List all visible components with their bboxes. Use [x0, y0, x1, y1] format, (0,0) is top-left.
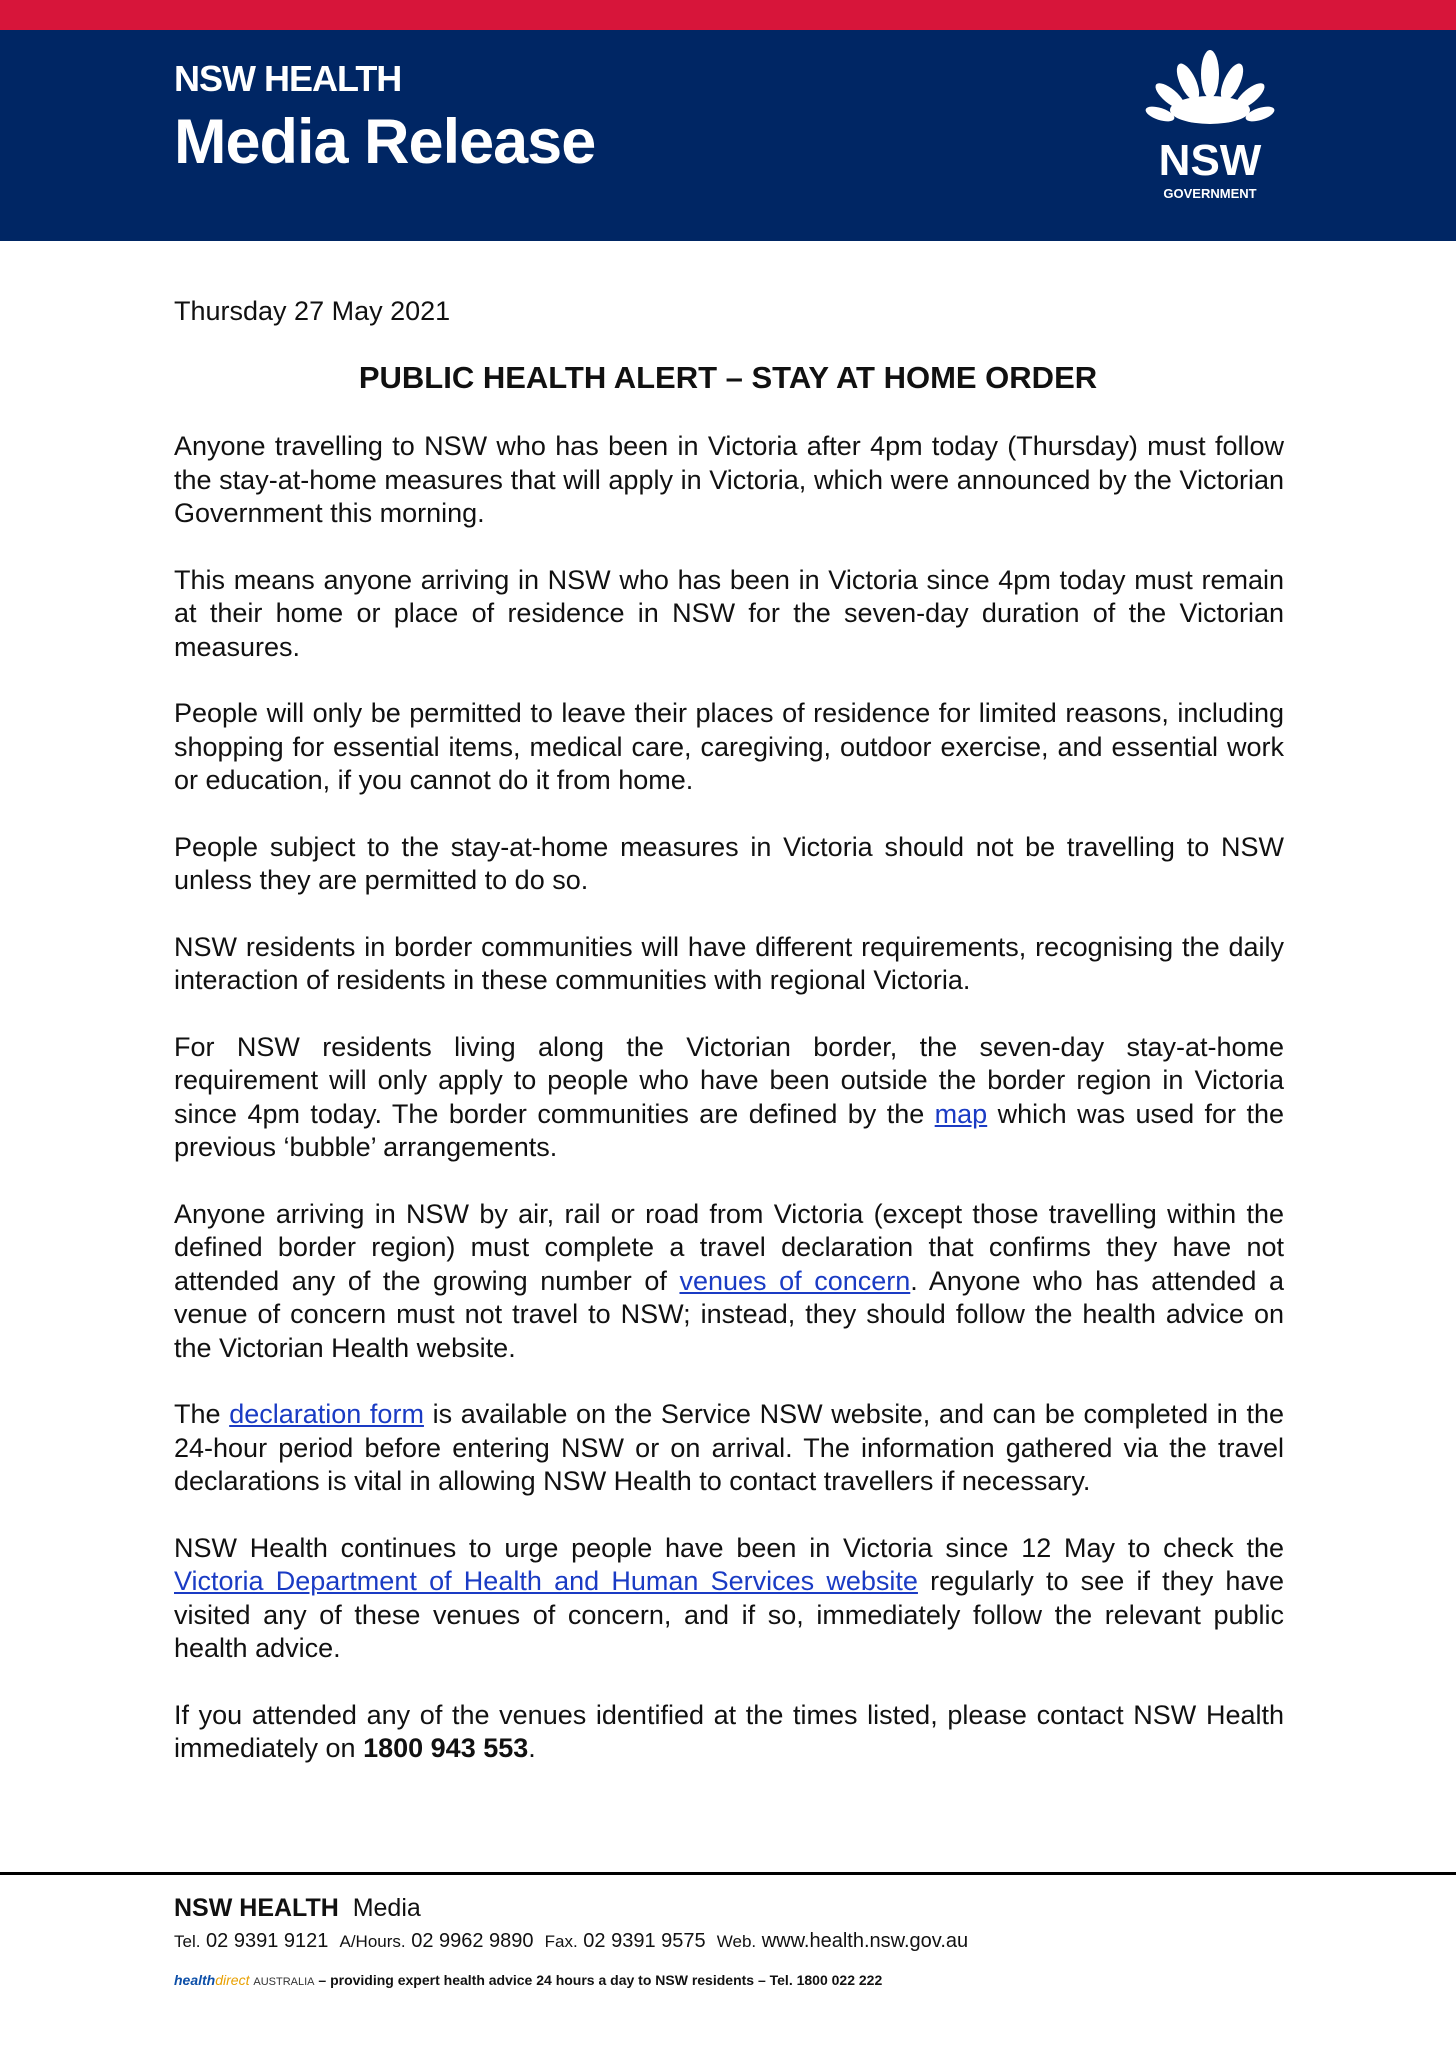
paragraph-4: People subject to the stay-at-home measures in Victoria should not be travelling to NSW unless they are permitted to do so.	[174, 831, 1284, 895]
footer-contact	[174, 1930, 968, 1953]
paragraph-9-text-b: regularly to see if they have visited any of these venues of concern, and if so, immediately follow the relevant public health advice.	[174, 1566, 1284, 1663]
paragraph-6-text-a: For NSW residents living along the Victorian border, the seven-day stay-at-home requirement will only apply to people who have been outside the border region in Victoria since 4pm today. The border communities are defined by the	[174, 1031, 1284, 1129]
healthdirect-text: – providing expert health advice 24 hours a day to NSW residents – Tel. 1800 022 222	[318, 1972, 883, 1988]
paragraph-9	[174, 1532, 1284, 1666]
footer-title	[174, 1894, 421, 1923]
header-release-type: Media Release	[174, 107, 596, 177]
paragraph-3: People will only be permitted to leave their places of residence for limited reasons, including shopping for essential items, medical care, caregiving, outdoor exercise, and essential work or education, if you cannot do it from home.	[174, 698, 1284, 795]
footer-divider	[0, 1872, 1456, 1875]
waratah-icon	[1144, 50, 1276, 124]
contact-phone-number: 1800 943 553	[363, 1733, 529, 1763]
paragraph-8-text-b: is available on the Service NSW website, and can be completed in the 24-hour period before entering NSW or on arrival. The information gathered via the travel declarations is vital in allowing NSW Health to contact travellers if necessary.	[174, 1399, 1284, 1496]
paragraph-8-text-a: The	[174, 1399, 230, 1429]
after-hours-number: 02 9962 9890	[411, 1930, 534, 1952]
paragraph-6	[174, 1031, 1284, 1165]
after-hours-label: A/Hours.	[339, 1932, 406, 1951]
healthdirect-logo-direct: direct	[215, 1972, 250, 1988]
paragraph-7	[174, 1198, 1284, 1366]
fax-label: Fax.	[544, 1932, 578, 1951]
fax-number: 02 9391 9575	[583, 1930, 706, 1952]
paragraph-10-text-b: .	[528, 1733, 536, 1763]
paragraph-7-text-a: Anyone arriving in NSW by air, rail or road from Victoria (except those travelling within the defined border region) must complete a travel declaration that confirms they have not attended any of the growing number of	[174, 1198, 1284, 1296]
paragraph-9-text-a: NSW Health continues to urge people have been in Victoria since 12 May to check the	[174, 1532, 1284, 1563]
header-org: NSW HEALTH	[174, 58, 402, 99]
healthdirect-logo-australia: AUSTRALIA	[253, 1976, 315, 1988]
paragraph-6-text-b: which was used for the previous ‘bubble’ arrangements.	[174, 1098, 1284, 1162]
healthdirect-logo-health: health	[174, 1972, 216, 1988]
paragraph-10-text-a: If you attended any of the venues identified at the times listed, please contact NSW Health immediately on	[174, 1699, 1284, 1763]
paragraph-7-text-b: . Anyone who has attended a venue of concern must not travel to NSW; instead, they should follow the health advice on the Victorian Health website.	[174, 1265, 1285, 1363]
release-body	[174, 430, 1284, 1799]
top-red-band	[0, 0, 1456, 30]
footer-dept: Media	[352, 1894, 421, 1922]
paragraph-8	[174, 1398, 1284, 1499]
map-link[interactable]: map	[934, 1098, 988, 1129]
tel-number: 02 9391 9121	[206, 1930, 329, 1952]
footer-org: NSW HEALTH	[174, 1894, 339, 1922]
nsw-government-logo	[1140, 40, 1280, 210]
paragraph-10	[174, 1699, 1284, 1766]
healthdirect-line	[174, 1972, 882, 1988]
web-address[interactable]: www.health.nsw.gov.au	[761, 1930, 969, 1952]
vic-dhhs-website-link[interactable]: Victoria Department of Health and Human Services website	[174, 1566, 918, 1596]
paragraph-2: This means anyone arriving in NSW who has been in Victoria since 4pm today must remain at their home or place of residence in NSW for the seven-day duration of the Victorian measures.	[174, 564, 1284, 662]
paragraph-5: NSW residents in border communities will have different requirements, recognising the daily interaction of residents in these communities with regional Victoria.	[174, 931, 1284, 995]
declaration-form-link[interactable]: declaration form	[229, 1399, 424, 1429]
paragraph-1: Anyone travelling to NSW who has been in Victoria after 4pm today (Thursday) must follow the stay-at-home measures that will apply in Victoria, which were announced by the Victorian Government this morning.	[174, 431, 1284, 528]
venues-of-concern-link[interactable]: venues of concern	[679, 1265, 911, 1296]
web-label: Web.	[716, 1932, 757, 1951]
logo-nsw-text: NSW	[1158, 136, 1262, 185]
release-date: Thursday 27 May 2021	[174, 296, 451, 326]
tel-label: Tel.	[174, 1932, 201, 1951]
logo-government-text: GOVERNMENT	[1163, 186, 1257, 201]
release-title: PUBLIC HEALTH ALERT – STAY AT HOME ORDER	[358, 360, 1098, 395]
